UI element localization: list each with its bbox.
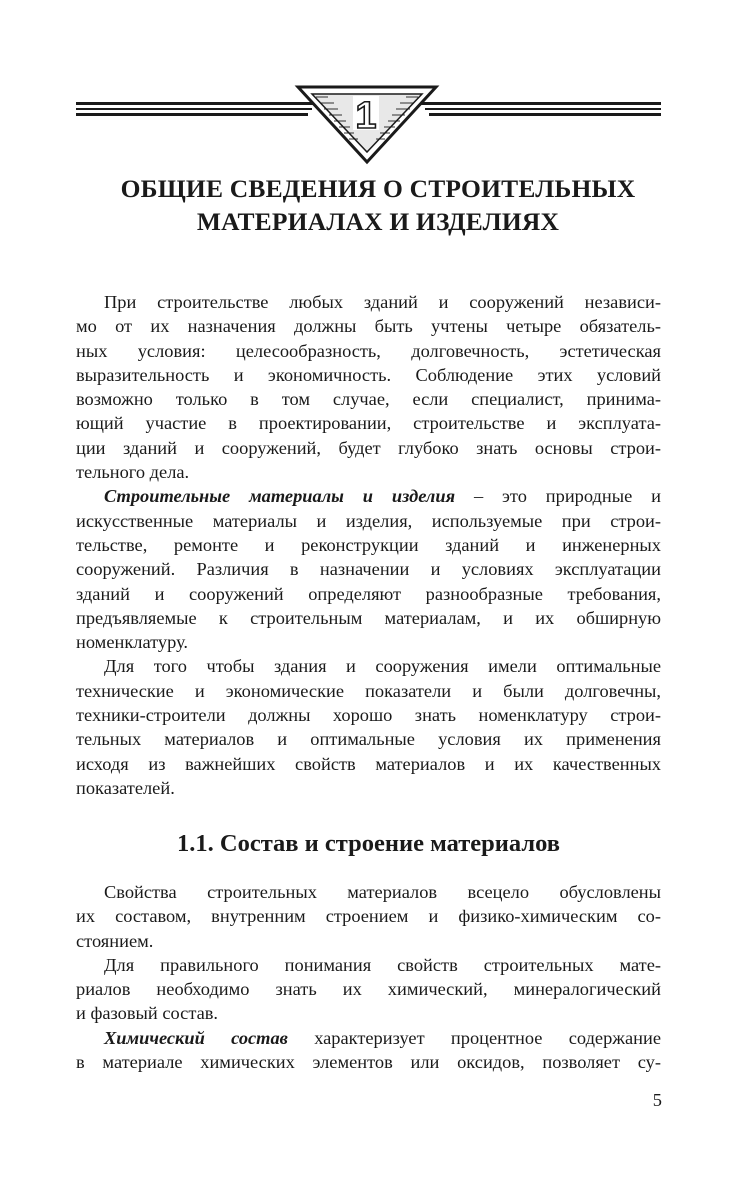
- text-line: [76, 484, 661, 508]
- text-line: Для правильного понимания свойств строительных мате-: [104, 954, 661, 975]
- intro-text: [76, 290, 661, 800]
- text-line: в материале химических элементов или оксидов, позволяет су-: [76, 1052, 661, 1073]
- text-line: показателей.: [76, 777, 175, 798]
- text-line: возможно только в том случае, если специалист, принима-: [76, 389, 661, 410]
- text-line: При строительстве любых зданий и сооружений независи-: [104, 292, 661, 312]
- text-line: зданий и сооружений определяют разнообразные требования,: [76, 583, 661, 604]
- text-line: тельстве, ремонте и реконструкции зданий и инженерных: [76, 534, 661, 555]
- text-line: ции зданий и сооружений, будет глубоко знать основы строи-: [76, 437, 661, 458]
- text-line: выразительность и экономичность. Соблюдение этих условий: [76, 364, 661, 385]
- chapter-number: 1: [355, 95, 377, 137]
- section-heading: 1.1. Состав и строение материалов: [177, 830, 560, 857]
- paragraph: [76, 1026, 661, 1075]
- text-line: искусственные материалы и изделия, используемые при строи-: [76, 510, 661, 531]
- text-line: их составом, внутренним строением и физико-химическим со-: [76, 906, 661, 927]
- text-line: техники-строители должны хорошо знать номенклатуру строи-: [76, 705, 661, 726]
- text-line: сооружений. Различия в назначении и условиях эксплуатации: [76, 559, 661, 580]
- text-line: стоянием.: [76, 930, 154, 951]
- chapter-title: [60, 172, 696, 238]
- text-line: [76, 1026, 661, 1050]
- text-fragment: – это природные и: [455, 486, 661, 507]
- text-line: предъявляемые к строительным материалам, и их обширную: [76, 607, 661, 628]
- text-line: тельного дела.: [76, 462, 190, 483]
- text-line: Свойства строительных материалов всецело обусловлены: [104, 882, 661, 902]
- page-number: 5: [652, 1090, 662, 1110]
- text-line: риалов необходимо знать их химический, минералогический: [76, 979, 661, 1000]
- paragraph: [76, 953, 661, 1026]
- text-fragment: характеризует процентное содержание: [287, 1027, 661, 1048]
- chapter-header-ornament: [76, 84, 661, 168]
- text-line: тельных материалов и оптимальные условия их применения: [76, 729, 661, 750]
- text-line: Для того чтобы здания и сооружения имели оптимальные: [104, 656, 661, 677]
- text-line: ных условия: целесообразность, долговечность, эстетическая: [76, 340, 661, 361]
- text-line: исходя из важнейших свойств материалов и их качественных: [76, 753, 661, 774]
- section-text: [76, 880, 661, 1074]
- text-line: ющий участие в проектировании, строительстве и эксплуата-: [76, 413, 661, 434]
- text-line: и фазовый состав.: [76, 1003, 219, 1024]
- paragraph: [76, 880, 661, 953]
- term-emphasis: Химический состав: [104, 1027, 288, 1048]
- paragraph: [76, 654, 661, 800]
- chapter-banner-graphic: [76, 84, 661, 168]
- text-line: технические и экономические показатели и были долговечны,: [76, 680, 661, 701]
- paragraph: [76, 484, 661, 654]
- text-line: номенклатуру.: [76, 632, 189, 653]
- chapter-title-line: ОБЩИЕ СВЕДЕНИЯ О СТРОИТЕЛЬНЫХ: [120, 174, 636, 203]
- term-emphasis: Строительные материалы и изделия: [104, 486, 456, 507]
- paragraph: [76, 290, 661, 484]
- text-line: мо от их назначения должны быть учтены четыре обязатель-: [76, 316, 661, 337]
- chapter-title-line: МАТЕРИАЛАХ И ИЗДЕЛИЯХ: [196, 207, 560, 236]
